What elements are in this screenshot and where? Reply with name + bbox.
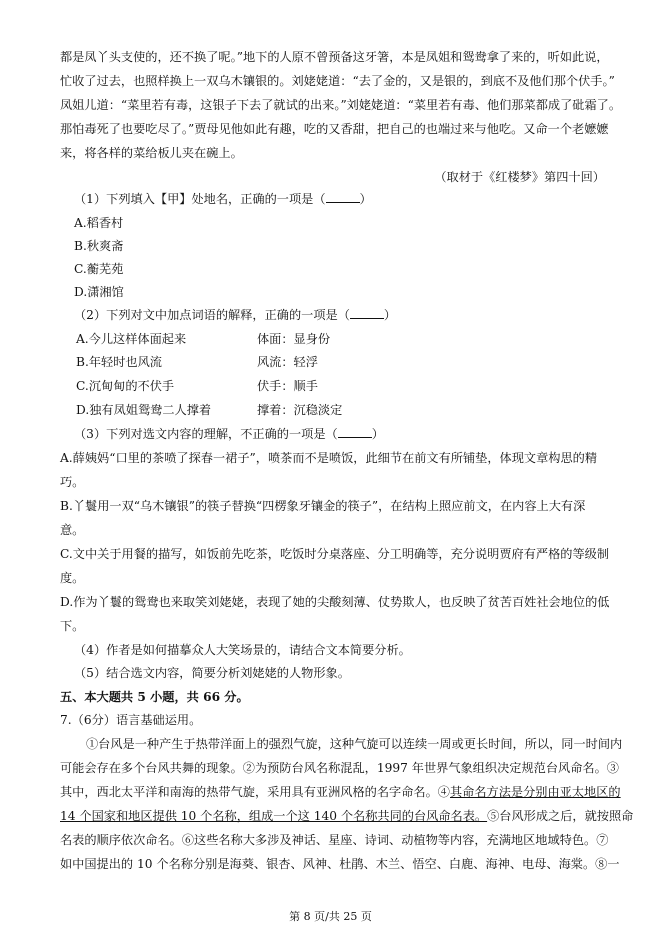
answer-blank[interactable] (326, 192, 360, 203)
q1-stem-end: ） (359, 192, 372, 206)
question-4: （4）作者是如何描摹众人大笑场景的，请结合文本简要分析。 (74, 643, 411, 657)
q3-option-line: 巧。 (60, 475, 85, 489)
passage-line: 都是凤丫头支使的，还不换了呢。”地下的人原不曾预备这牙箸，本是凤姐和鸳鸯拿了来的，听如此说， (60, 50, 609, 64)
q2-stem-end: ） (383, 308, 397, 322)
underlined-sentence: 14 个国家和地区提供 10 个名称，组成一个这 140 个名称共同的台风命名表。 (60, 809, 488, 823)
q7-passage-line: 可能会存在多个台风共舞的现象。②为预防台风名称混乱，1997 年世界气象组织决定规范台风命名。③ (60, 761, 619, 775)
q3-option-line: D.作为丫鬟的鸳鸯也来取笑刘姥姥，表现了她的尖酸刻薄、仗势欺人，也反映了贫苦百姓社会地位的低 (60, 595, 610, 609)
q7-passage-line: 如中国提出的 10 个名称分别是海葵、银杏、风神、杜鹃、木兰、悟空、白鹿、海神、电母、海棠。⑧一 (60, 857, 620, 871)
q7-passage-line (60, 808, 634, 824)
passage-line: 那怕毒死了也要吃尽了。”贾母见他如此有趣，吃的又香甜，把自己的也端过来与他吃。又命一个老嬷嬷 (60, 122, 609, 136)
q3-option-line: 意。 (60, 523, 85, 537)
q2-option-left: C.沉甸甸的不伏手 (76, 379, 175, 393)
q7-passage-line: 名表的顺序依次命名。⑥这些名称大多涉及神话、星座、诗词、动植物等内容，充满地区地域特色。⑦ (60, 833, 609, 847)
q1-option: C.蘅芜苑 (74, 262, 124, 276)
q7-passage-line (60, 784, 621, 800)
question-5: （5）结合选文内容，简要分析刘姥姥的人物形象。 (74, 666, 350, 680)
q1-option: B.秋爽斋 (74, 239, 124, 253)
q2-option-right: 体面：显身份 (257, 332, 331, 346)
q2-option-left: D.独有凤姐鸳鸯二人撑着 (76, 403, 212, 417)
answer-blank[interactable] (350, 308, 384, 319)
q1-option: A.稻香村 (74, 216, 124, 230)
q7-passage-line: ①台风是一种产生于热带洋面上的强烈气旋，这种气旋可以连续一周或更长时间，所以，同一时间内 (86, 737, 623, 751)
q7-line4-tail: ⑤台风形成之后，就按照命 (487, 809, 634, 823)
question-7-title: 7.（6分）语言基础运用。 (60, 713, 202, 727)
q3-option-line: C.文中关于用餐的描写，如饭前先吃茶，吃饭时分桌落座、分工明确等，充分说明贾府有严格的等级制 (60, 547, 610, 561)
q3-option-line: 下。 (60, 619, 85, 633)
q2-option-right: 伏手：顺手 (257, 379, 318, 393)
section-heading: 五、本大题共 5 小题，共 66 分。 (60, 690, 249, 704)
question-2-stem (74, 307, 619, 323)
passage-line: 忙收了过去，也照样换上一双乌木镶银的。刘姥姥道：“去了金的，又是银的，到底不及他们那个伏手。” (60, 74, 615, 88)
q2-option-right: 风流：轻浮 (257, 355, 318, 369)
answer-blank[interactable] (338, 427, 372, 438)
q7-line3-text: 其中，西北太平洋和南海的热带气旋，采用具有亚洲风格的名字命名。④ (60, 785, 450, 799)
q2-stem-text: （2）下列对文中加点词语的解释，正确的一项是（ (74, 308, 350, 322)
question-3-stem (74, 426, 619, 442)
source-note: （取材于《红楼梦》第四十回） (434, 170, 605, 184)
q3-option-line: B.丫鬟用一双“乌木镶银”的筷子替换“四楞象牙镶金的筷子”，在结构上照应前文，在内容上大有深 (60, 499, 586, 513)
underlined-sentence: 其命名方法是分别由亚太地区的 (450, 785, 621, 799)
q2-option-left: B.年轻时也风流 (76, 355, 162, 369)
q3-stem-end: ） (371, 427, 384, 441)
q1-stem-text: （1）下列填入【甲】处地名，正确的一项是（ (74, 192, 326, 206)
q3-option-line: A.薛姨妈“口里的茶喷了探春一裙子”，喷茶而不是喷饭，此细节在前文有所铺垫，体现文章构思的精 (60, 451, 598, 465)
q2-option-right: 撑着：沉稳淡定 (257, 403, 343, 417)
q2-option-left: A.今儿这样体面起来 (76, 332, 187, 346)
q3-stem-text: （3）下列对选文内容的理解，不正确的一项是（ (74, 427, 338, 441)
passage-line: 来，将各样的菜给板儿夹在碗上。 (60, 146, 243, 160)
passage-line: 凤姐儿道：“菜里若有毒，这银子下去了就试的出来。”刘姥姥道：“菜里若有毒、他们那菜都成了砒霜了。 (60, 98, 622, 112)
page-footer: 第 8 页/共 25 页 (289, 910, 372, 923)
q3-option-line: 度。 (60, 571, 85, 585)
q1-option: D.潇湘馆 (74, 285, 124, 299)
question-1-stem (74, 191, 619, 207)
